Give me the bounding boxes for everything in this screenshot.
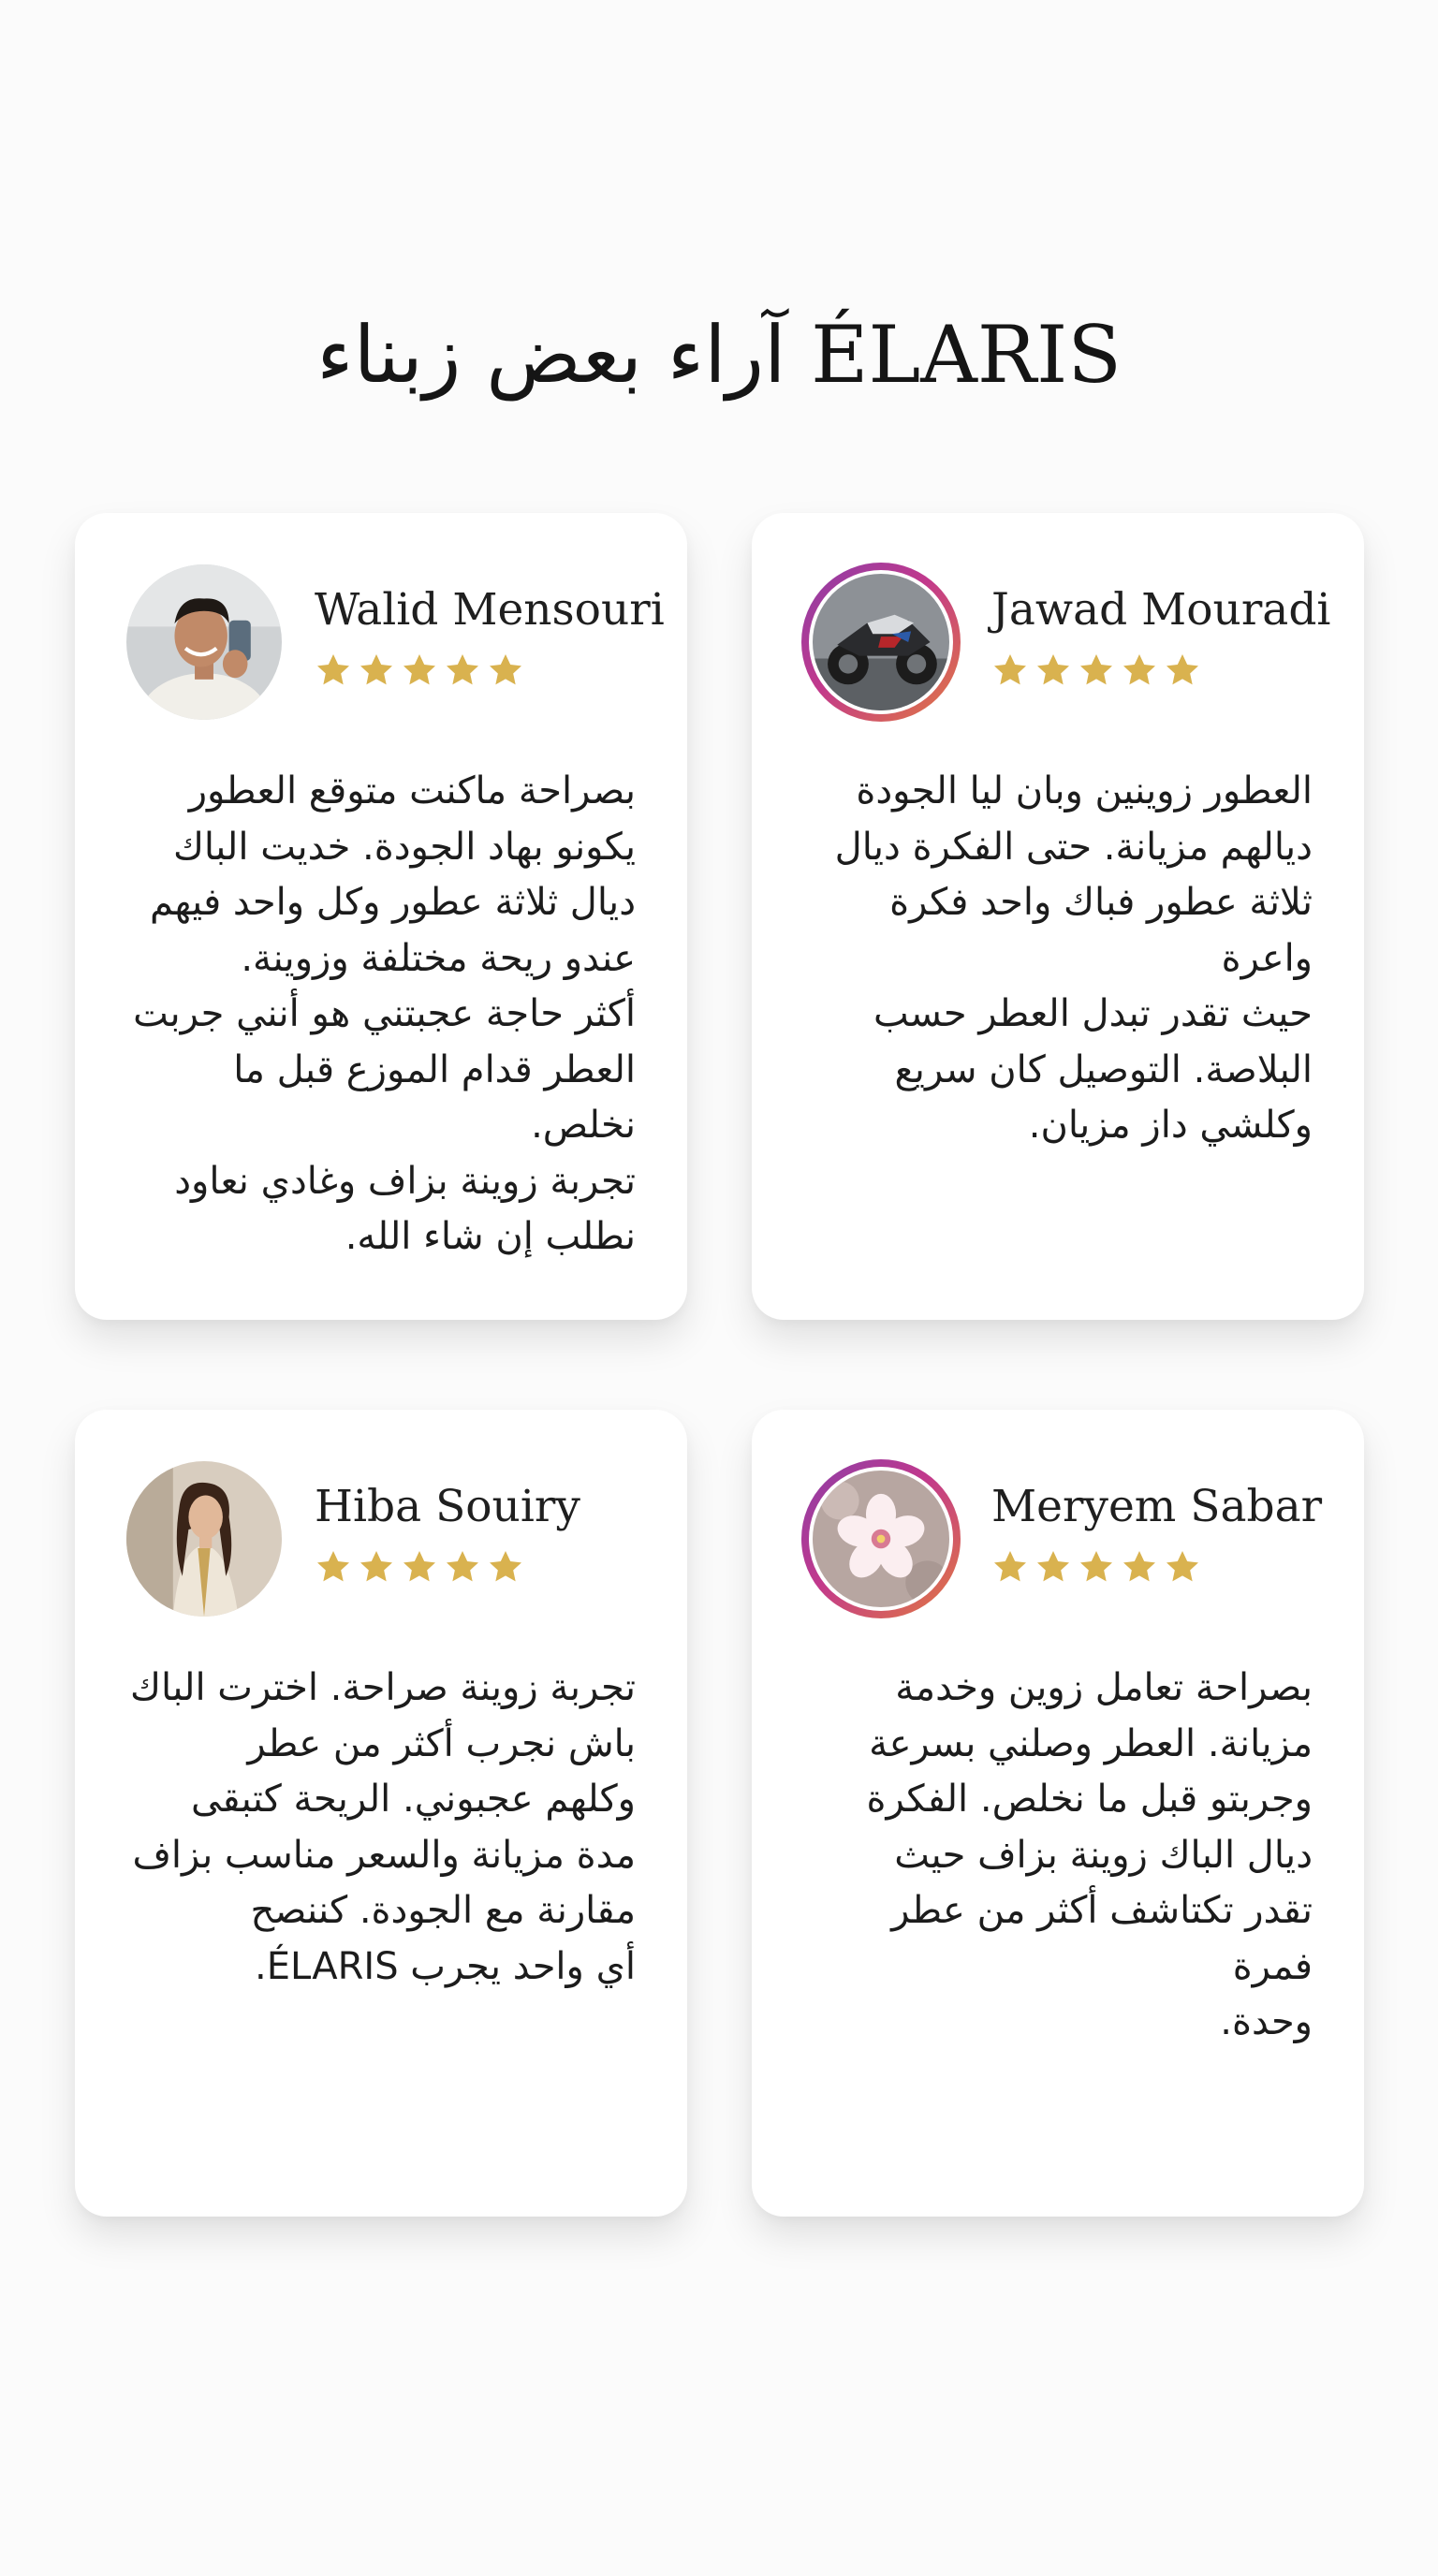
cherry-blossom-photo-icon xyxy=(813,1471,949,1607)
motorcycle-photo-icon xyxy=(813,574,949,710)
avatar xyxy=(126,564,282,720)
review-text: بصراحة تعامل زوين وخدمة مزيانة. العطر وصلني بسرعة وجربتو قبل ما نخلص. الفكرة ديال الباك زوينة بزاف حيث تقدر تكتاشف أكثر من عطر فمرة وحدة. xyxy=(866,1666,1313,2043)
avatar xyxy=(801,563,961,722)
man-selfie-photo-icon xyxy=(126,564,282,720)
star-icon xyxy=(487,1548,524,1586)
star-icon xyxy=(358,651,395,689)
woman-kaftan-photo-icon xyxy=(126,1461,282,1617)
review-card xyxy=(752,513,1364,1320)
star-icon xyxy=(1034,1548,1072,1586)
avatar xyxy=(801,1459,961,1618)
star-icon xyxy=(1121,1548,1158,1586)
star-icon xyxy=(1078,651,1115,689)
star-icon xyxy=(1164,1548,1201,1586)
star-icon xyxy=(401,651,438,689)
star-rating xyxy=(315,1548,524,1586)
star-icon xyxy=(444,651,481,689)
star-icon xyxy=(401,1548,438,1586)
star-icon xyxy=(1034,651,1072,689)
star-icon xyxy=(487,651,524,689)
review-card xyxy=(75,513,687,1320)
review-text: تجربة زوينة صراحة. اخترت الباك باش نجرب أكثر من عطر وكلهم عجبوني. الريحة كتبقى مدة مزيانة والسعر مناسب بزاف مقارنة مع الجودة. كننصح أي واحد يجرب ÉLARIS. xyxy=(130,1666,636,1988)
star-icon xyxy=(315,651,352,689)
reviewer-name: Walid Mensouri xyxy=(315,584,665,636)
star-rating xyxy=(991,651,1201,689)
star-rating xyxy=(315,651,524,689)
star-icon xyxy=(444,1548,481,1586)
review-card xyxy=(752,1410,1364,2217)
star-icon xyxy=(1164,651,1201,689)
star-icon xyxy=(1121,651,1158,689)
star-icon xyxy=(991,651,1029,689)
page-title: آراء بعض زبناء ÉLARIS xyxy=(316,309,1122,402)
reviewer-name: Meryem Sabar xyxy=(991,1481,1323,1532)
review-text: العطور زوينين وبان ليا الجودة ديالهم مزيانة. حتى الفكرة ديال ثلاثة عطور فباك واحد فكرة واعرة حيث تقدر تبدل العطر حسب البلاصة. التوصيل كان سريع وكلشي داز مزيان. xyxy=(834,769,1313,1147)
avatar xyxy=(126,1461,282,1617)
star-icon xyxy=(315,1548,352,1586)
reviewer-name: Jawad Mouradi xyxy=(991,584,1331,636)
star-rating xyxy=(991,1548,1201,1586)
reviewer-name: Hiba Souiry xyxy=(315,1481,580,1532)
star-icon xyxy=(1078,1548,1115,1586)
star-icon xyxy=(991,1548,1029,1586)
review-card xyxy=(75,1410,687,2217)
review-text: بصراحة ماكنت متوقع العطور يكونو بهاد الجودة. خديت الباك ديال ثلاثة عطور وكل واحد فيهم عندو ريحة مختلفة وزوينة. أكثر حاجة عجبتني هو أنني جربت العطر قدام الموزع قبل ما نخلص. تجربة زوينة بزاف وغادي نعاود نطلب إن شاء الله. xyxy=(133,769,636,1258)
star-icon xyxy=(358,1548,395,1586)
